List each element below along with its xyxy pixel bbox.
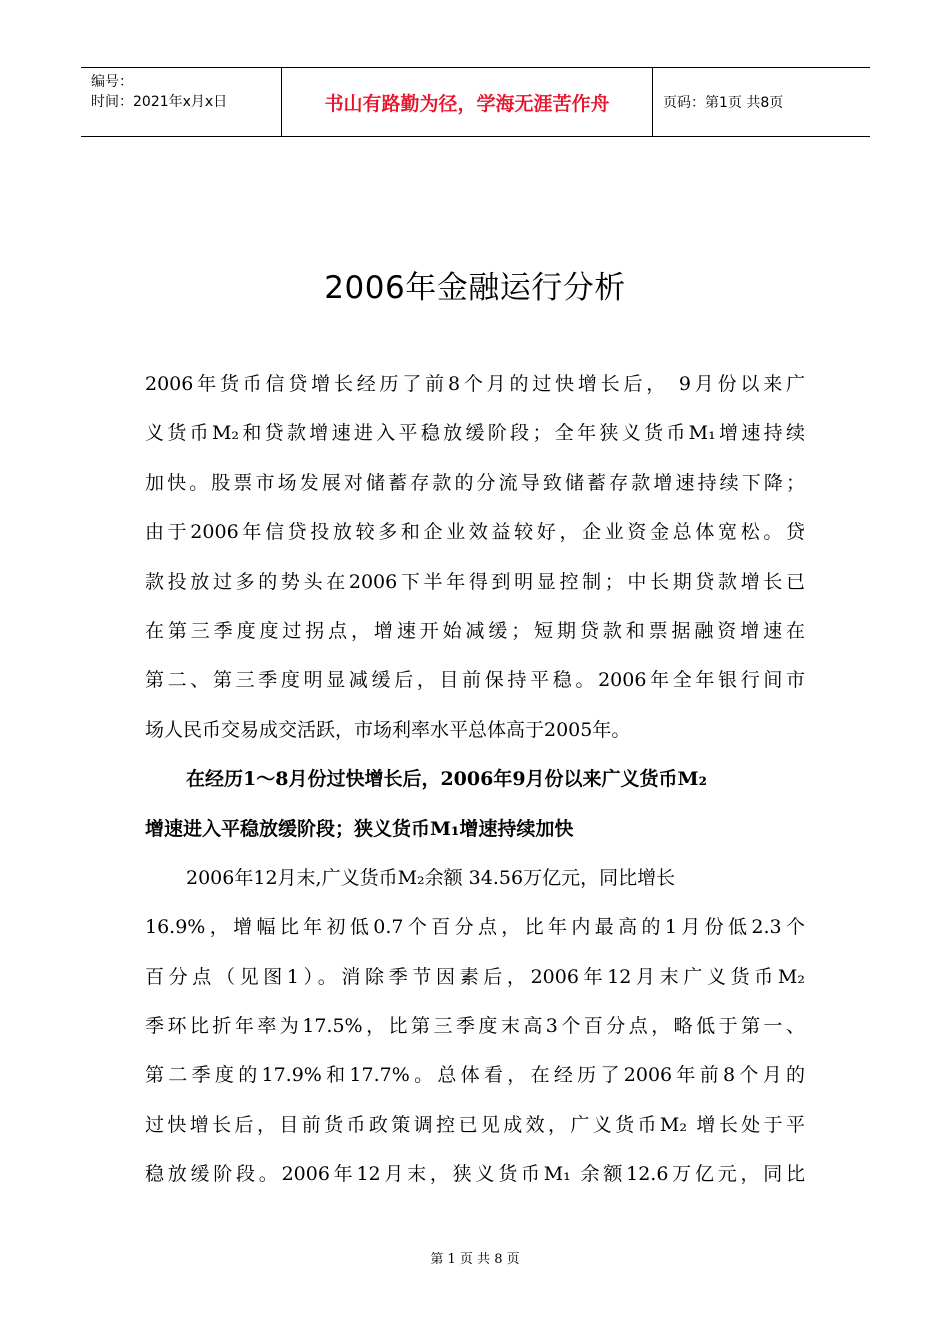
date-label: 时间：2021年x月x日 — [91, 94, 228, 110]
paragraph-line: 加快。股票市场发展对储蓄存款的分流导致储蓄存款增速持续下降； — [145, 471, 805, 494]
paragraph-line: 义货币M₂和贷款增速进入平稳放缓阶段；全年狭义货币M₁增速持续 — [145, 422, 805, 445]
page-info: 页码：第1页 共8页 — [663, 95, 784, 111]
paragraph-line: 场人民币交易成交活跃，市场利率水平总体高于2005年。 — [145, 718, 631, 741]
page-footer: 第 1 页 共 8 页 — [430, 1252, 520, 1267]
document-title: 2006年金融运行分析 — [324, 270, 626, 306]
paragraph-line: 第二、第三季度明显减缓后，目前保持平稳。2006年全年银行间市 — [145, 669, 805, 692]
paragraph-line: 百分点（见图1）。消除季节因素后，2006年12月末广义货币M₂ — [145, 965, 805, 988]
paragraph-line: 过快增长后，目前货币政策调控已见成效，广义货币M₂ 增长处于平 — [145, 1113, 805, 1136]
paragraph-line: 款投放过多的势头在2006下半年得到明显控制；中长期贷款增长已 — [145, 570, 805, 593]
paragraph-line: 第二季度的17.9%和17.7%。总体看，在经历了2006年前8个月的 — [145, 1064, 805, 1087]
motto-text: 书山有路勤为径，学海无涯苦作舟 — [324, 92, 610, 115]
paragraph-line: 2006年货币信贷增长经历了前8个月的过快增长后， 9月份以来广 — [145, 373, 805, 395]
header-table — [81, 67, 870, 137]
header-meta-cell — [81, 68, 282, 136]
paragraph-line: 由于2006年信贷投放较多和企业效益较好，企业资金总体宽松。贷 — [145, 521, 805, 544]
paragraph-line: 稳放缓阶段。2006年12月末，狭义货币M₁ 余额12.6万亿元，同比 — [145, 1163, 805, 1186]
section-heading-line: 在经历1～8月份过快增长后，2006年9月份以来广义货币M₂ — [186, 768, 707, 791]
motto-cell — [282, 68, 653, 136]
paragraph-line: 季环比折年率为17.5%，比第三季度末高3个百分点，略低于第一、 — [145, 1015, 805, 1038]
section-heading-line: 增速进入平稳放缓阶段；狭义货币M₁增速持续加快 — [145, 817, 574, 840]
document-body — [145, 364, 805, 1204]
number-label: 编号： — [91, 74, 133, 90]
paragraph-line: 16.9%，增幅比年初低0.7个百分点，比年内最高的1月份低2.3个 — [145, 916, 805, 939]
paragraph-line: 在第三季度度过拐点，增速开始减缓；短期贷款和票据融资增速在 — [145, 619, 805, 642]
page-info-cell — [653, 68, 870, 136]
paragraph-line: 2006年12月末,广义货币M₂余额 34.56万亿元，同比增长 — [186, 866, 676, 889]
